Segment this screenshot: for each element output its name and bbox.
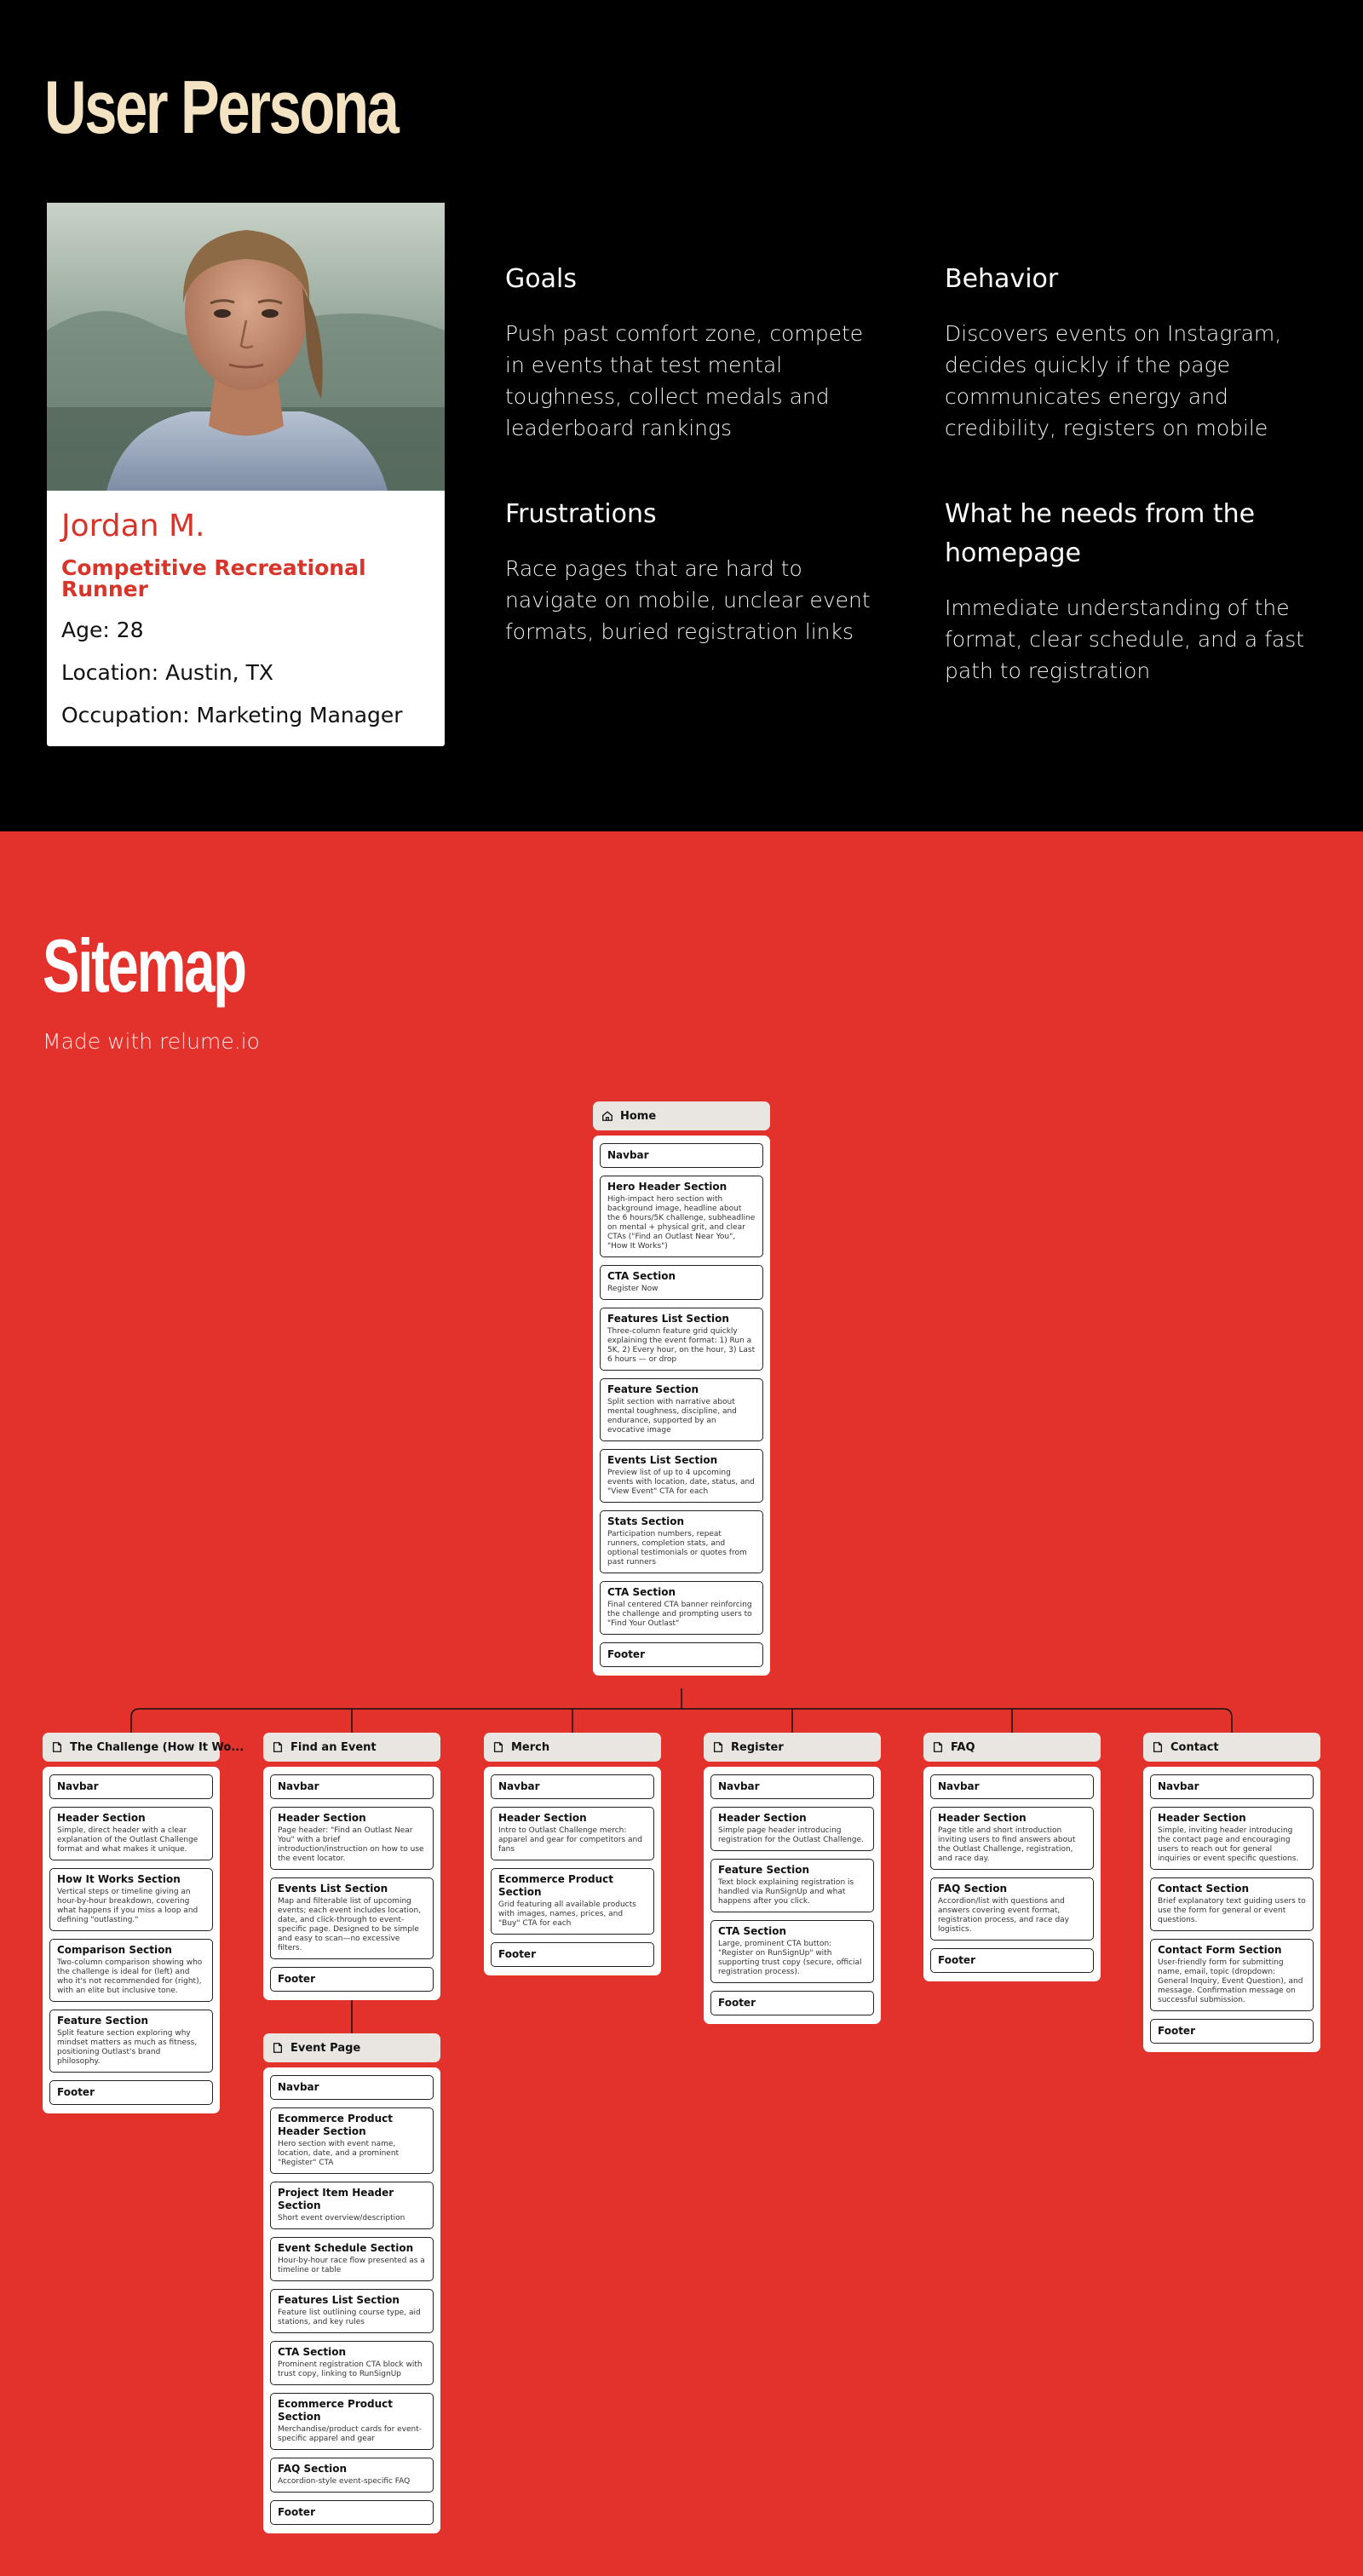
section-description: Simple, direct header with a clear explanation of the Outlast Challenge format and what makes it unique. xyxy=(57,1826,198,1854)
section-contact-form-section[interactable] xyxy=(1150,1939,1314,2011)
persona-role: Competitive Recreational Runner xyxy=(61,555,366,601)
section-title: Features List Section xyxy=(278,2294,400,2306)
section-footer[interactable] xyxy=(491,1942,654,1967)
section-title: Footer xyxy=(607,1648,645,1660)
section-title: Navbar xyxy=(938,1780,980,1792)
section-faq-section[interactable] xyxy=(270,2458,434,2493)
section-description: Hour-by-hour race flow presented as a timeline or table xyxy=(278,2257,425,2274)
section-footer[interactable] xyxy=(710,1991,874,2015)
page-header[interactable] xyxy=(263,2033,440,2062)
section-header-section[interactable] xyxy=(1150,1807,1314,1870)
section-title: Header Section xyxy=(938,1812,1027,1824)
section-ecommerce-product-section[interactable] xyxy=(491,1868,654,1935)
section-title: Comparison Section xyxy=(57,1944,172,1956)
section-title: Footer xyxy=(718,1997,756,2009)
section-title: Stats Section xyxy=(607,1515,685,1527)
home-icon xyxy=(601,1110,613,1122)
needs-title: What he needs from the homepage xyxy=(945,499,1256,568)
page-icon xyxy=(51,1741,63,1753)
page-sections xyxy=(263,2067,440,2533)
needs-text: Immediate understanding of the format, clear schedule, and a fast path to registration xyxy=(945,595,1305,683)
section-navbar[interactable] xyxy=(49,1774,213,1799)
section-footer[interactable] xyxy=(270,1967,434,1992)
section-title: FAQ Section xyxy=(938,1883,1008,1895)
section-features-list-section[interactable] xyxy=(270,2289,434,2333)
section-description: Feature list outlining course type, aid stations, and key rules xyxy=(278,2309,421,2326)
section-title: Footer xyxy=(498,1948,536,1960)
section-description: High-impact hero section with background image, headline about the 6 hours/5K challenge, subheadline on mental + physical grit, and clear CTAs ("Find an Outlast Near You", "How It Works") xyxy=(607,1195,756,1251)
page-icon xyxy=(492,1741,504,1753)
section-description: User-friendly form for submitting name, email, topic (dropdown: General Inquiry, Event Question), and message. Confirmation message on successful submission. xyxy=(1158,1958,1303,2004)
page-icon xyxy=(932,1741,944,1753)
sitemap-section xyxy=(0,831,1363,2576)
section-title: CTA Section xyxy=(607,1586,676,1598)
section-header-section[interactable] xyxy=(491,1807,654,1860)
page-icon xyxy=(272,2042,284,2054)
section-description: Short event overview/description xyxy=(278,2214,405,2222)
section-title: Footer xyxy=(1158,2025,1195,2037)
section-title: Navbar xyxy=(607,1149,649,1161)
page-header[interactable] xyxy=(1143,1733,1320,1762)
section-footer[interactable] xyxy=(270,2500,434,2525)
section-description: Text block explaining registration is handled via RunSignUp and what happens after you click. xyxy=(718,1878,854,1906)
section-comparison-section[interactable] xyxy=(49,1939,213,2002)
section-ecommerce-product-header-section[interactable] xyxy=(270,2107,434,2174)
section-header-section[interactable] xyxy=(930,1807,1094,1870)
frustrations-block xyxy=(505,495,871,647)
sitemap-page-home[interactable] xyxy=(593,1101,770,1676)
sitemap-title: Sitemap xyxy=(43,923,245,1008)
section-title: Navbar xyxy=(1158,1780,1199,1792)
section-project-item-header-section[interactable] xyxy=(270,2182,434,2229)
page-icon xyxy=(272,1741,284,1753)
goals-text: Push past comfort zone, compete in events that test mental toughness, collect medals and leaderboard rankings xyxy=(505,321,864,440)
section-title: Event Schedule Section xyxy=(278,2242,414,2254)
section-title: Feature Section xyxy=(57,2015,148,2027)
sitemap-page-event-page[interactable] xyxy=(263,2033,440,2533)
section-contact-section[interactable] xyxy=(1150,1877,1314,1931)
section-title: Footer xyxy=(938,1954,975,1966)
sitemap-page-the-challenge[interactable] xyxy=(43,1733,244,2113)
section-description: Hero section with event name, location, date, and a prominent "Register" CTA xyxy=(278,2140,400,2167)
behavior-title: Behavior xyxy=(945,264,1059,294)
section-description: Participation numbers, repeat runners, completion stats, and optional testimonials or quotes from past runners xyxy=(607,1530,747,1567)
persona-name: Jordan M. xyxy=(61,509,205,543)
section-description: Register Now xyxy=(607,1285,658,1293)
section-description: Split section with narrative about mental toughness, discipline, and endurance, supported by an evocative image xyxy=(607,1398,737,1435)
section-events-list-section[interactable] xyxy=(600,1449,763,1503)
section-title: Contact Form Section xyxy=(1158,1944,1282,1956)
section-title: Feature Section xyxy=(607,1383,699,1395)
section-description: Intro to Outlast Challenge merch: apparel and gear for competitors and fans xyxy=(498,1826,642,1854)
section-navbar[interactable] xyxy=(930,1774,1094,1799)
section-feature-section[interactable] xyxy=(600,1378,763,1441)
goals-block xyxy=(505,260,871,444)
section-title: Header Section xyxy=(57,1812,146,1824)
section-navbar[interactable] xyxy=(600,1143,763,1168)
page-title: Merch xyxy=(511,1740,550,1754)
section-ecommerce-product-section[interactable] xyxy=(270,2393,434,2450)
section-header-section[interactable] xyxy=(49,1807,213,1860)
section-stats-section[interactable] xyxy=(600,1510,763,1573)
section-title: Header Section xyxy=(1158,1812,1246,1824)
page-header[interactable] xyxy=(923,1733,1101,1762)
page-sections xyxy=(484,1767,661,1975)
section-navbar[interactable] xyxy=(270,2075,434,2100)
section-hero-header-section[interactable] xyxy=(600,1176,763,1257)
section-title: Features List Section xyxy=(607,1313,729,1325)
section-footer[interactable] xyxy=(600,1642,763,1667)
sitemap-subtitle: Made with relume.io xyxy=(43,1029,260,1054)
section-events-list-section[interactable] xyxy=(270,1877,434,1959)
section-title: Navbar xyxy=(498,1780,540,1792)
section-title: Project Item Header Section xyxy=(278,2187,394,2211)
sitemap-page-find-an-event[interactable] xyxy=(263,1733,440,2000)
section-navbar[interactable] xyxy=(710,1774,874,1799)
behavior-text: Discovers events on Instagram, decides quickly if the page communicates energy and credibility, registers on mobile xyxy=(945,321,1282,440)
section-description: Accordion-style event-specific FAQ xyxy=(278,2477,411,2486)
section-title: Events List Section xyxy=(278,1883,388,1895)
section-cta-section[interactable] xyxy=(710,1920,874,1983)
section-footer[interactable] xyxy=(1150,2019,1314,2044)
section-feature-section[interactable] xyxy=(49,2010,213,2073)
persona-occupation: Occupation: Marketing Manager xyxy=(61,703,403,727)
persona-age: Age: 28 xyxy=(61,618,144,642)
page-header[interactable] xyxy=(484,1733,661,1762)
section-title: Navbar xyxy=(718,1780,760,1792)
page-title: Register xyxy=(731,1740,784,1754)
section-title: CTA Section xyxy=(607,1270,676,1282)
section-title: Footer xyxy=(278,1973,315,1985)
section-title: FAQ Section xyxy=(278,2463,348,2475)
section-title: How It Works Section xyxy=(57,1873,181,1885)
section-cta-section[interactable] xyxy=(600,1581,763,1635)
page-sections xyxy=(593,1136,770,1676)
section-description: Large, prominent CTA button: "Register on RunSignUp" with supporting trust copy (secure, official registration process). xyxy=(718,1940,862,1976)
page-title: Home xyxy=(620,1109,657,1123)
section-title: Feature Section xyxy=(718,1864,809,1876)
persona-card xyxy=(47,203,445,746)
section-cta-section[interactable] xyxy=(270,2341,434,2385)
section-title: Navbar xyxy=(278,2081,319,2093)
section-feature-section[interactable] xyxy=(710,1859,874,1912)
page-icon xyxy=(1152,1741,1164,1753)
page-sections xyxy=(43,1767,220,2113)
page-header[interactable] xyxy=(263,1733,440,1762)
behavior-block xyxy=(945,260,1320,444)
page-header[interactable] xyxy=(593,1101,770,1130)
sitemap-page-merch[interactable] xyxy=(484,1733,661,1975)
section-description: Page header: "Find an Outlast Near You" with a brief introduction/instruction on how to use the event locator. xyxy=(278,1826,424,1863)
section-description: Brief explanatory text guiding users to use the form for general or event questions. xyxy=(1158,1897,1306,1924)
page-sections xyxy=(1143,1767,1320,2052)
section-description: Two-column comparison showing who the challenge is ideal for (left) and who it's not recommended for (right), with an elite but inclusive tone. xyxy=(57,1958,203,1995)
sitemap-page-faq[interactable] xyxy=(923,1733,1101,1981)
section-description: Split feature section exploring why mindset matters as much as fitness, positioning Outlast's brand philosophy. xyxy=(57,2029,198,2066)
persona-photo xyxy=(47,203,445,491)
section-navbar[interactable] xyxy=(270,1774,434,1799)
section-header-section[interactable] xyxy=(270,1807,434,1870)
page-title: Event Page xyxy=(290,2041,361,2055)
section-faq-section[interactable] xyxy=(930,1877,1094,1941)
needs-block xyxy=(945,495,1320,687)
section-description: Prominent registration CTA block with trust copy, linking to RunSignUp xyxy=(278,2360,423,2378)
page-sections xyxy=(923,1767,1101,1981)
section-title: Footer xyxy=(278,2506,315,2518)
goals-title: Goals xyxy=(505,264,577,294)
section-title: Contact Section xyxy=(1158,1883,1249,1895)
page-header[interactable] xyxy=(43,1733,244,1762)
section-title: Navbar xyxy=(278,1780,319,1792)
section-description: Vertical steps or timeline giving an hour-by-hour breakdown, covering what happens if you miss a loop and defining "outlasting." xyxy=(57,1888,198,1924)
section-title: Ecommerce Product Header Section xyxy=(278,2113,393,2137)
sitemap-page-register[interactable] xyxy=(704,1733,881,2024)
section-cta-section[interactable] xyxy=(600,1265,763,1300)
section-description: Map and filterable list of upcoming events; each event includes location, date, and click-through to event-specific page. Designed to be simple and easy to scan—no excessive filters. xyxy=(278,1897,422,1952)
persona-location: Location: Austin, TX xyxy=(61,660,273,685)
page-icon xyxy=(712,1741,724,1753)
section-header-section[interactable] xyxy=(710,1807,874,1851)
section-title: Hero Header Section xyxy=(607,1181,728,1193)
page-title: Contact xyxy=(1170,1740,1219,1754)
page-header[interactable] xyxy=(704,1733,881,1762)
section-title: Ecommerce Product Section xyxy=(278,2398,393,2423)
section-description: Simple page header introducing registration for the Outlast Challenge. xyxy=(718,1826,864,1844)
section-event-schedule-section[interactable] xyxy=(270,2237,434,2281)
page-title: Find an Event xyxy=(290,1740,377,1754)
section-description: Final centered CTA banner reinforcing the challenge and prompting users to "Find Your Outlast" xyxy=(607,1601,752,1628)
section-title: Header Section xyxy=(498,1812,587,1824)
section-title: Ecommerce Product Section xyxy=(498,1873,613,1898)
section-how-it-works-section[interactable] xyxy=(49,1868,213,1931)
section-footer[interactable] xyxy=(49,2080,213,2105)
section-description: Simple, inviting header introducing the contact page and encouraging users to reach out for general inquiries or event specific questions. xyxy=(1158,1826,1299,1863)
persona-title: User Persona xyxy=(44,65,398,149)
page-sections xyxy=(263,1767,440,2000)
section-features-list-section[interactable] xyxy=(600,1308,763,1371)
section-navbar[interactable] xyxy=(1150,1774,1314,1799)
persona-portrait-image xyxy=(47,203,445,491)
section-title: CTA Section xyxy=(718,1925,787,1937)
section-footer[interactable] xyxy=(930,1948,1094,1973)
section-description: Three-column feature grid quickly explaining the event format: 1) Run a 5K, 2) Every hour, on the hour, 3) Last 6 hours — or drop xyxy=(607,1327,756,1364)
section-title: Events List Section xyxy=(607,1454,718,1466)
section-description: Page title and short introduction inviting users to find answers about the Outlast Challenge, registration, and race day. xyxy=(938,1826,1076,1863)
sitemap-connectors xyxy=(0,831,1363,2576)
section-description: Merchandise/product cards for event-specific apparel and gear xyxy=(278,2425,423,2443)
frustrations-text: Race pages that are hard to navigate on mobile, unclear event formats, buried registration links xyxy=(505,556,871,644)
section-description: Accordion/list with questions and answers covering event format, registration process, and race day logistics. xyxy=(938,1897,1070,1934)
frustrations-title: Frustrations xyxy=(505,499,657,529)
page-title: FAQ xyxy=(951,1740,975,1754)
sitemap-page-contact[interactable] xyxy=(1143,1733,1320,2052)
persona-section xyxy=(0,0,1363,831)
section-description: Grid featuring all available products with images, names, prices, and "Buy" CTA for each xyxy=(498,1900,636,1928)
section-title: Header Section xyxy=(278,1812,366,1824)
page-title: The Challenge (How It Wo... xyxy=(70,1740,244,1754)
section-title: Header Section xyxy=(718,1812,807,1824)
section-title: Footer xyxy=(57,2086,95,2098)
section-navbar[interactable] xyxy=(491,1774,654,1799)
section-title: CTA Section xyxy=(278,2346,347,2358)
section-description: Preview list of up to 4 upcoming events with location, date, status, and "View Event" CTA for each xyxy=(607,1469,755,1496)
section-title: Navbar xyxy=(57,1780,99,1792)
page-sections xyxy=(704,1767,881,2024)
